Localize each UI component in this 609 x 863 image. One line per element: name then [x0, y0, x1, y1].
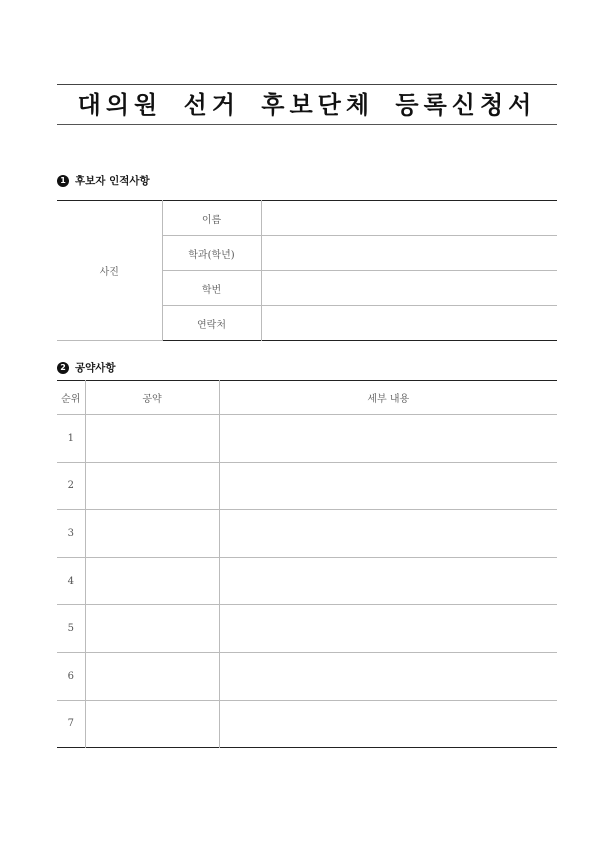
- candidate-info-table: [57, 200, 557, 341]
- pledge-cell[interactable]: [85, 462, 219, 510]
- rank-cell: 4: [57, 557, 85, 605]
- detail-cell[interactable]: [219, 652, 557, 700]
- top-rule: [57, 84, 557, 85]
- name-field[interactable]: [261, 201, 557, 236]
- rank-cell: 7: [57, 700, 85, 748]
- contact-field[interactable]: [261, 306, 557, 341]
- detail-cell[interactable]: [219, 462, 557, 510]
- field-label-department: 학과(학년): [162, 236, 261, 271]
- photo-area[interactable]: [57, 201, 162, 341]
- table-row: [57, 652, 557, 700]
- candidate-row-name: [57, 201, 557, 236]
- column-header-pledge: 공약: [85, 381, 219, 415]
- pledge-cell[interactable]: [85, 415, 219, 463]
- detail-cell[interactable]: [219, 700, 557, 748]
- detail-cell[interactable]: [219, 510, 557, 558]
- pledge-table-header: [57, 381, 557, 415]
- photo-label: 사진: [99, 267, 119, 278]
- column-header-detail: 세부 내용: [219, 381, 557, 415]
- field-label-name: 이름: [162, 201, 261, 236]
- rank-cell: 2: [57, 462, 85, 510]
- table-row: [57, 605, 557, 653]
- page-title: 대의원 선거 후보단체 등록신청서: [77, 90, 537, 119]
- department-field[interactable]: [261, 236, 557, 271]
- pledge-cell[interactable]: [85, 700, 219, 748]
- title-rule: [57, 124, 557, 125]
- detail-cell[interactable]: [219, 415, 557, 463]
- pledge-table: [57, 380, 557, 748]
- rank-cell: 5: [57, 605, 85, 653]
- section-2-heading: [57, 361, 116, 375]
- table-row: [57, 700, 557, 748]
- detail-cell[interactable]: [219, 557, 557, 605]
- table-row: [57, 510, 557, 558]
- field-label-contact: 연락처: [162, 306, 261, 341]
- table-row: [57, 462, 557, 510]
- table-row: [57, 415, 557, 463]
- pledge-cell[interactable]: [85, 510, 219, 558]
- section-1-heading: [57, 174, 150, 188]
- pledge-cell[interactable]: [85, 652, 219, 700]
- rank-cell: 3: [57, 510, 85, 558]
- student-id-field[interactable]: [261, 271, 557, 306]
- section-1-title: 후보자 인적사항: [75, 175, 150, 187]
- number-one-badge-icon: 1: [57, 175, 69, 187]
- field-label-student-id: 학번: [162, 271, 261, 306]
- section-2-title: 공약사항: [75, 362, 116, 374]
- pledge-cell[interactable]: [85, 605, 219, 653]
- column-header-rank: 순위: [57, 381, 85, 415]
- detail-cell[interactable]: [219, 605, 557, 653]
- table-row: [57, 557, 557, 605]
- rank-cell: 6: [57, 652, 85, 700]
- number-two-badge-icon: 2: [57, 362, 69, 374]
- pledge-cell[interactable]: [85, 557, 219, 605]
- rank-cell: 1: [57, 415, 85, 463]
